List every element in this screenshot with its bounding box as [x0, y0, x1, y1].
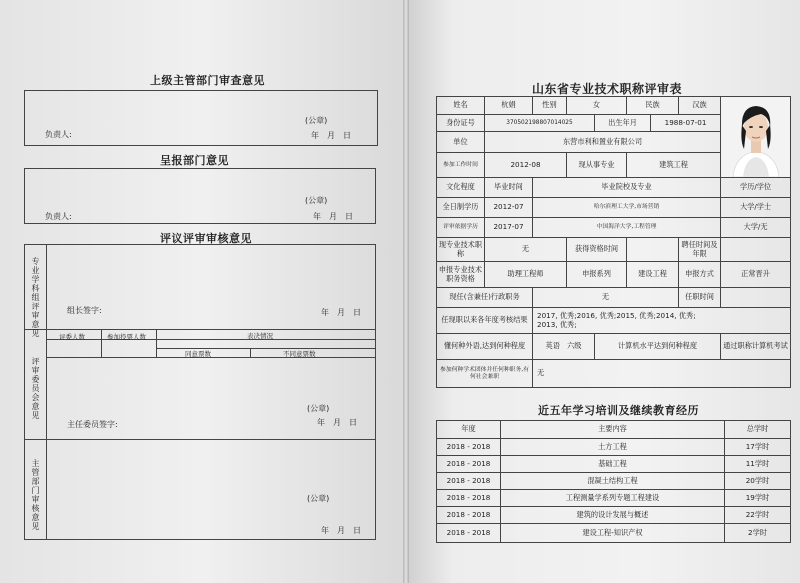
appointment-label: 聘任时间及年限: [679, 238, 721, 262]
table-row: [437, 490, 791, 507]
seal-label: (公章): [307, 404, 330, 413]
review-grad-date: 2017-07: [485, 218, 533, 238]
current-title-label: 现专业技术职称: [437, 238, 485, 262]
ethnic-label: 民族: [627, 97, 679, 115]
disagree-header: 不同意票数: [283, 350, 316, 358]
hours-cell: 19学时: [725, 490, 791, 507]
form-title: 山东省专业技术职称评审表: [532, 82, 683, 96]
review-degree: 大学/无: [721, 218, 791, 238]
applied-title-label: 申报专业技术职务资格: [437, 262, 485, 288]
name-value: 杭娟: [485, 97, 533, 115]
appointment-value: [721, 238, 791, 262]
content-cell: 基础工程: [501, 456, 725, 473]
table-row: [437, 473, 791, 490]
person-label: 负责人:: [45, 212, 72, 221]
computer-value: 通过职称计算机考试: [721, 334, 791, 360]
table-row: [437, 456, 791, 473]
year-cell: 2018 - 2018: [437, 439, 501, 456]
supervisor-review-box: [24, 90, 378, 146]
unit-label: 单位: [437, 132, 485, 153]
dept-review-label: 主管部门审核意见: [31, 459, 40, 531]
birth-value: 1988-07-01: [651, 114, 721, 132]
hours-header: 总学时: [725, 421, 791, 439]
fulltime-grad-date: 2012-07: [485, 198, 533, 218]
seal-label: (公章): [307, 494, 330, 503]
qualification-time-label: 获得资格时间: [567, 238, 627, 262]
major-label: 现从事专业: [567, 153, 627, 178]
language-label: 懂何种外语,达到何种程度: [437, 334, 533, 360]
table-row: [437, 507, 791, 524]
work-start-label: 参加工作时间: [437, 153, 485, 178]
graduation-time-label: 毕业时间: [485, 178, 533, 198]
right-page: [406, 0, 800, 583]
content-cell: 工程测量学系列专题工程建设: [501, 490, 725, 507]
date-label: 年 月 日: [313, 212, 353, 221]
name-label: 姓名: [437, 97, 485, 115]
post-time-value: [721, 288, 791, 308]
review-opinion-title: 评议评审审核意见: [160, 232, 252, 245]
series-label: 申报系列: [567, 262, 627, 288]
id-value: 370502198807014025: [485, 114, 595, 132]
training-title: 近五年学习培训及继续教育经历: [538, 404, 699, 417]
ethnic-value: 汉族: [679, 97, 721, 115]
hours-cell: 20学时: [725, 473, 791, 490]
hours-cell: 22学时: [725, 507, 791, 524]
applicant-photo: [721, 97, 790, 177]
degree-label: 学历/学位: [721, 178, 791, 198]
content-cell: 建设工程-知识产权: [501, 524, 725, 543]
fulltime-school: 哈尔滨理工大学,市场营销: [533, 198, 721, 218]
training-table: [436, 420, 791, 543]
method-value: 正常晋升: [721, 262, 791, 288]
submitting-dept-box: [24, 168, 376, 224]
society-value: 无: [533, 360, 791, 388]
photo-cell: [721, 97, 791, 178]
date-label: 年 月 日: [321, 526, 361, 535]
submitting-dept-title: 呈报部门意见: [160, 154, 229, 167]
training-header-row: [437, 421, 791, 439]
method-label: 申报方式: [679, 262, 721, 288]
post-time-label: 任职时间: [679, 288, 721, 308]
hours-cell: 2学时: [725, 524, 791, 543]
gender-label: 性别: [533, 97, 567, 115]
language-value: 英语 六级: [533, 334, 595, 360]
members-header: 评委人数: [59, 333, 85, 341]
vote-header: 表决情况: [247, 332, 273, 340]
review-edu-label: 评审依据学历: [437, 218, 485, 238]
content-header: 主要内容: [501, 421, 725, 439]
applied-title-value: 助理工程师: [485, 262, 567, 288]
review-school: 中国海洋大学,工程管理: [533, 218, 721, 238]
gender-value: 女: [567, 97, 627, 115]
agree-header: 同意票数: [185, 350, 211, 358]
assessment-value: [533, 308, 791, 334]
expert-group-label: 专业学科组评审意见: [31, 257, 40, 338]
birth-label: 出生年月: [595, 114, 651, 132]
id-label: 身份证号: [437, 114, 485, 132]
table-row: [437, 439, 791, 456]
voters-header: 参加投票人数: [107, 333, 146, 341]
unit-value: 东营市利和置业有限公司: [485, 132, 721, 153]
year-cell: 2018 - 2018: [437, 490, 501, 507]
fulltime-degree: 大学/学士: [721, 198, 791, 218]
admin-post-label: 现任(含兼任)行政职务: [437, 288, 533, 308]
hours-cell: 11学时: [725, 456, 791, 473]
current-title-value: 无: [485, 238, 567, 262]
review-opinion-box: [24, 244, 376, 540]
school-major-label: 毕业院校及专业: [533, 178, 721, 198]
year-cell: 2018 - 2018: [437, 473, 501, 490]
fulltime-edu-label: 全日制学历: [437, 198, 485, 218]
education-label: 文化程度: [437, 178, 485, 198]
year-cell: 2018 - 2018: [437, 524, 501, 543]
series-value: 建设工程: [627, 262, 679, 288]
book-spine: [403, 0, 409, 583]
computer-label: 计算机水平达到何种程度: [595, 334, 721, 360]
assessment-line-2: 2013, 优秀;: [537, 319, 577, 329]
content-cell: 土方工程: [501, 439, 725, 456]
society-label: 参加何种学术团体并任何种职务,有何社会兼职: [437, 360, 533, 388]
work-start-value: 2012-08: [485, 153, 567, 178]
supervisor-review-title: 上级主管部门审查意见: [150, 74, 265, 87]
committee-label: 评审委员会意见: [31, 357, 40, 420]
content-cell: 建筑的设计发展与概述: [501, 507, 725, 524]
date-label: 年 月 日: [321, 308, 361, 317]
year-cell: 2018 - 2018: [437, 456, 501, 473]
assessment-line-1: 2017, 优秀;2016, 优秀;2015, 优秀;2014, 优秀;: [537, 311, 696, 321]
hours-cell: 17学时: [725, 439, 791, 456]
chair-sign: 主任委员签字:: [67, 420, 118, 429]
assessment-label: 任现职以来各年度考核结果: [437, 308, 533, 334]
content-cell: 混凝土结构工程: [501, 473, 725, 490]
qualification-time-value: [627, 238, 679, 262]
year-header: 年度: [437, 421, 501, 439]
seal-label: (公章): [305, 196, 328, 205]
date-label: 年 月 日: [317, 418, 357, 427]
admin-post-value: 无: [533, 288, 679, 308]
date-label: 年 月 日: [311, 131, 351, 140]
table-row: [437, 524, 791, 543]
application-form-table: [436, 96, 791, 388]
seal-label: (公章): [305, 116, 328, 125]
person-label: 负责人:: [45, 130, 72, 139]
group-leader-sign: 组长签字:: [67, 306, 102, 315]
year-cell: 2018 - 2018: [437, 507, 501, 524]
major-value: 建筑工程: [627, 153, 721, 178]
